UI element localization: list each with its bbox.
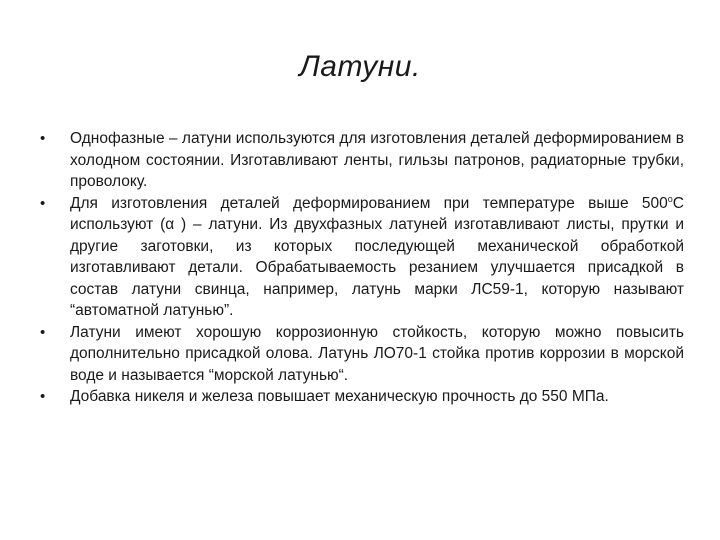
bullet-text: Однофазные – латуни используются для изготовления деталей деформированием в холодном состоянии. Изготавливают ленты, гильзы патронов, радиаторные трубки, проволоку. (70, 130, 684, 190)
slide-title: Латуни. (299, 50, 421, 83)
bullet-icon: • (40, 130, 46, 147)
bullet-icon: • (40, 323, 46, 341)
bullet-item-4 (40, 386, 684, 408)
bullet-text-after: С используют (α ) – латуни. Из двухфазных латуней изготавливают листы, прутки и другие заготовки, из которых последующей механической обработкой изготавливают детали. Обрабатываемость резанием улучшается присадкой в состав латуни свинца, например, латунь марки ЛС59-1, которую называют “автоматной латунью”. (70, 194, 684, 319)
bullet-item-3 (40, 322, 684, 387)
bullet-item-1 (40, 128, 684, 193)
bullet-icon: • (40, 194, 46, 212)
bullet-list (40, 128, 684, 408)
bullet-icon: • (40, 388, 46, 405)
bullet-text: Латуни имеют хорошую коррозионную стойкость, которую можно повысить дополнительно присадкой олова. Латунь ЛО70-1 стойка против коррозии в морской воде и называется “морской латунью“. (70, 323, 684, 384)
bullet-item-2 (40, 193, 684, 322)
degree-superscript: о (667, 193, 673, 204)
bullet-text-before: Для изготовления деталей деформированием при температуре выше 500 (70, 194, 668, 212)
bullet-text: Добавка никеля и железа повышает механическую прочность до 550 МПа. (70, 388, 609, 405)
